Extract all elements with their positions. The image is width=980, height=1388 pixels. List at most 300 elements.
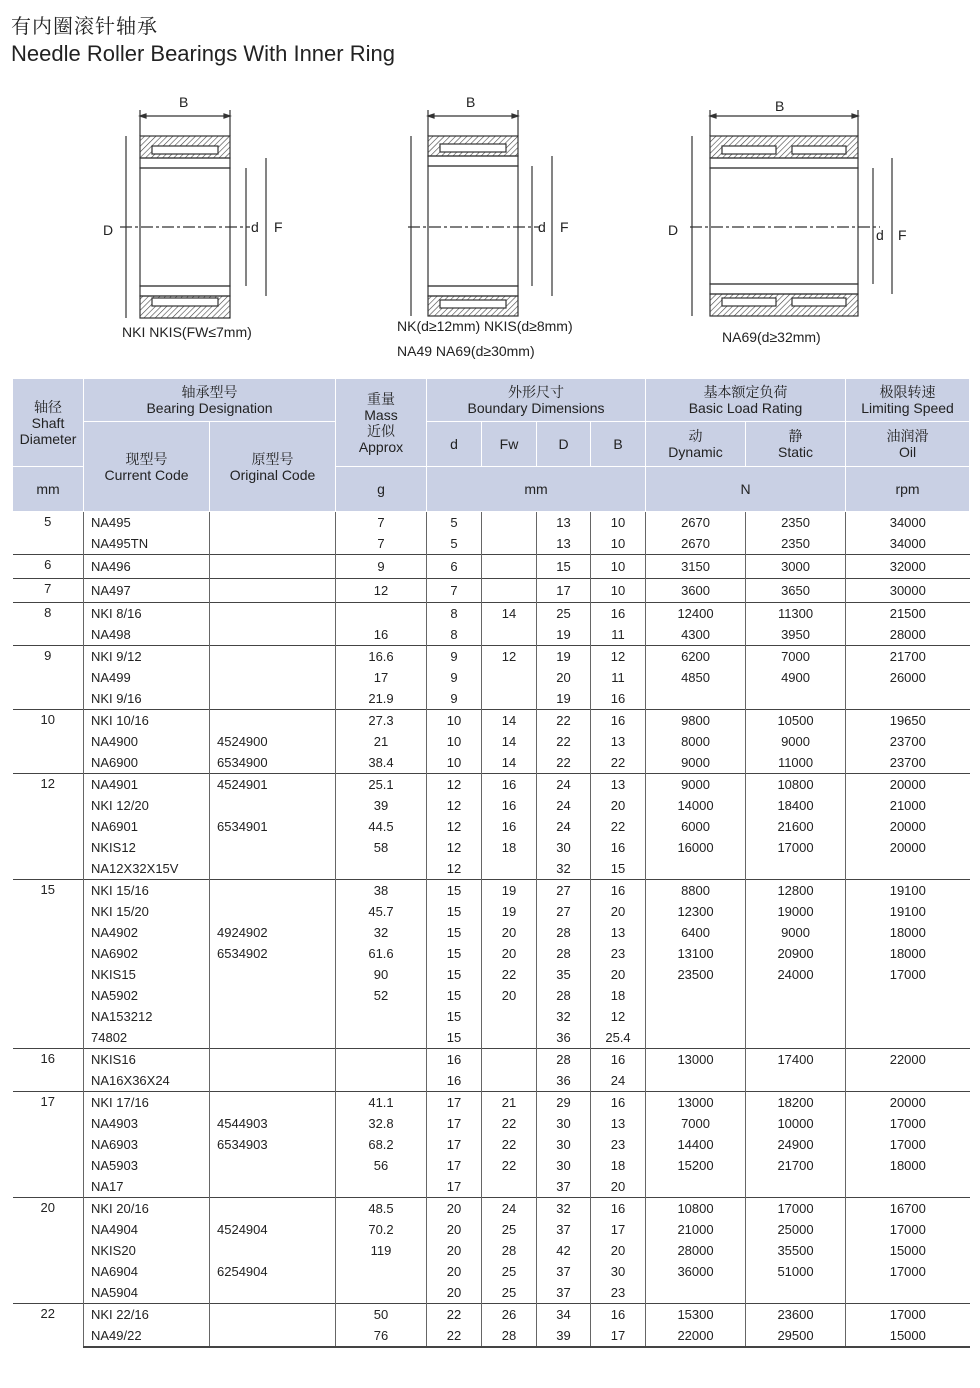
cell-b-width: 17 bbox=[591, 1325, 646, 1347]
cell-dynamic-load: 4300 bbox=[646, 624, 746, 646]
cell-current-code: NA6904 bbox=[84, 1261, 210, 1282]
cell-static-load: 18200 bbox=[746, 1092, 846, 1114]
header-original-cn: 原型号 bbox=[251, 450, 294, 467]
table-row bbox=[13, 1113, 970, 1134]
cell-d-inner: 10 bbox=[427, 752, 482, 774]
cell-d-outer: 32 bbox=[537, 858, 591, 880]
cell-dynamic-load: 12400 bbox=[646, 603, 746, 625]
cell-current-code: NKIS16 bbox=[84, 1049, 210, 1071]
diagram-caption-3: NA69(d≥32mm) bbox=[722, 329, 821, 345]
table-row bbox=[13, 901, 970, 922]
header-dynamic-cn: 动 bbox=[688, 428, 703, 444]
cell-fw: 16 bbox=[482, 795, 537, 816]
cell-original-code bbox=[210, 1176, 336, 1198]
cell-d-outer: 24 bbox=[537, 774, 591, 796]
table-row bbox=[13, 943, 970, 964]
cell-oil-speed: 23700 bbox=[889, 734, 926, 749]
cell-d-inner: 8 bbox=[427, 624, 482, 646]
cell-d-inner: 9 bbox=[427, 646, 482, 668]
cell-oil-speed: 17000 bbox=[889, 1264, 926, 1279]
cell-original-code bbox=[210, 667, 336, 688]
cell-original-code bbox=[210, 1027, 336, 1049]
dim-d-inner-label-3: d bbox=[876, 227, 884, 243]
cell-d-outer: 19 bbox=[537, 688, 591, 710]
cell-d-outer: 17 bbox=[537, 579, 591, 603]
cell-d-outer: 19 bbox=[537, 624, 591, 646]
cell-dynamic-load: 6000 bbox=[646, 816, 746, 837]
cell-fw: 16 bbox=[482, 774, 537, 796]
cell-mass: 68.2 bbox=[336, 1134, 427, 1155]
cell-b-width: 13 bbox=[591, 774, 646, 796]
header-speed bbox=[846, 379, 970, 422]
cell-d-inner: 7 bbox=[427, 579, 482, 603]
cell-b-width: 11 bbox=[591, 667, 646, 688]
cell-original-code bbox=[210, 1325, 336, 1347]
cell-oil-speed: 16700 bbox=[846, 1198, 970, 1220]
cell-dynamic-load: 13000 bbox=[646, 1092, 746, 1114]
cell-dynamic-load bbox=[646, 858, 746, 880]
cell-dynamic-load: 4850 bbox=[646, 667, 746, 688]
cell-static-load bbox=[746, 1282, 846, 1304]
cell-oil-speed bbox=[846, 1027, 970, 1049]
cell-d-outer: 13 bbox=[537, 533, 591, 555]
cell-d-outer: 24 bbox=[537, 795, 591, 816]
cell-static-load: 10800 bbox=[746, 774, 846, 796]
cell-shaft-diameter: 10 bbox=[13, 710, 84, 774]
table-row bbox=[13, 1006, 970, 1027]
cell-mass bbox=[336, 1282, 427, 1304]
cell-shaft-diameter: 22 bbox=[13, 1304, 84, 1348]
cell-fw: 25 bbox=[482, 1261, 537, 1282]
cell-d-inner: 17 bbox=[427, 1176, 482, 1198]
cell-mass: 7 bbox=[336, 512, 427, 534]
cell-mass: 25.1 bbox=[336, 774, 427, 796]
cell-mass: 48.5 bbox=[336, 1198, 427, 1220]
cell-b-width: 20 bbox=[591, 964, 646, 985]
cell-static-load: 29500 bbox=[746, 1325, 846, 1347]
table-row bbox=[13, 1198, 970, 1220]
table-row bbox=[13, 688, 970, 710]
cell-b-width: 16 bbox=[591, 1304, 646, 1326]
cell-dynamic-load: 14400 bbox=[646, 1134, 746, 1155]
cell-d-outer: 36 bbox=[537, 1027, 591, 1049]
cell-b-width: 25.4 bbox=[591, 1027, 646, 1049]
cell-static-load: 7000 bbox=[746, 646, 846, 668]
table-header bbox=[13, 379, 970, 512]
cell-mass bbox=[336, 1070, 427, 1092]
cell-original-code: 6254904 bbox=[210, 1261, 336, 1282]
cell-original-code: 4544903 bbox=[210, 1113, 336, 1134]
cell-d-inner: 12 bbox=[427, 816, 482, 837]
cell-current-code: NA5902 bbox=[84, 985, 210, 1006]
cell-current-code: NA495TN bbox=[84, 533, 210, 555]
cell-static-load: 3650 bbox=[746, 579, 846, 603]
cell-oil-speed: 15000 bbox=[846, 1325, 970, 1347]
cell-fw: 24 bbox=[482, 1198, 537, 1220]
cell-b-width: 13 bbox=[591, 922, 646, 943]
table-row bbox=[13, 1092, 970, 1114]
cell-mass bbox=[336, 858, 427, 880]
cell-current-code: NKI 10/16 bbox=[84, 710, 210, 732]
header-static bbox=[746, 422, 846, 467]
cell-fw bbox=[482, 579, 537, 603]
header-shaft-en1: Shaft bbox=[31, 414, 65, 431]
header-current-en: Current Code bbox=[104, 466, 189, 483]
cell-original-code: 4924902 bbox=[210, 922, 336, 943]
cell-original-code bbox=[210, 624, 336, 646]
cell-fw bbox=[482, 555, 537, 579]
cell-current-code: NA6902 bbox=[84, 943, 210, 964]
cell-shaft-diameter: 6 bbox=[13, 555, 84, 579]
cell-fw: 14 bbox=[482, 603, 537, 625]
cell-oil-speed bbox=[846, 1176, 970, 1198]
cell-dynamic-load bbox=[646, 1282, 746, 1304]
cell-d-outer: 27 bbox=[537, 901, 591, 922]
cell-mass: 38 bbox=[336, 880, 427, 902]
cell-fw: 14 bbox=[482, 710, 537, 732]
cell-mass: 70.2 bbox=[336, 1219, 427, 1240]
diagram-2 bbox=[408, 110, 552, 316]
cell-mass: 38.4 bbox=[336, 752, 427, 774]
table-row bbox=[13, 1070, 970, 1092]
cell-dynamic-load: 8000 bbox=[646, 731, 746, 752]
cell-b-width: 16 bbox=[591, 1049, 646, 1071]
cell-b-width: 16 bbox=[591, 688, 646, 710]
cell-d-inner: 15 bbox=[427, 964, 482, 985]
cell-current-code: NKI 8/16 bbox=[84, 603, 210, 625]
cell-current-code: NKI 9/12 bbox=[84, 646, 210, 668]
cell-d-outer: 22 bbox=[537, 752, 591, 774]
cell-mass: 56 bbox=[336, 1155, 427, 1176]
cell-shaft-diameter: 5 bbox=[13, 512, 84, 555]
cell-current-code: NKI 15/16 bbox=[84, 880, 210, 902]
cell-d-outer: 37 bbox=[537, 1261, 591, 1282]
cell-oil-speed: 28000 bbox=[889, 627, 926, 642]
cell-original-code bbox=[210, 795, 336, 816]
cell-static-load: 2350 bbox=[746, 533, 846, 555]
cell-dynamic-load: 2670 bbox=[646, 512, 746, 534]
cell-static-load: 17400 bbox=[746, 1049, 846, 1071]
header-d-inner: d bbox=[427, 422, 482, 467]
header-designation-en: Bearing Designation bbox=[146, 400, 273, 416]
cell-oil-speed: 17000 bbox=[889, 1222, 926, 1237]
cell-dynamic-load: 15300 bbox=[646, 1304, 746, 1326]
cell-d-outer: 37 bbox=[537, 1176, 591, 1198]
cell-dynamic-load: 13000 bbox=[646, 1049, 746, 1071]
cell-fw: 22 bbox=[482, 1155, 537, 1176]
cell-current-code: NA17 bbox=[84, 1176, 210, 1198]
cell-static-load: 11300 bbox=[746, 603, 846, 625]
dim-b-label-1: B bbox=[179, 94, 189, 110]
cell-dynamic-load bbox=[646, 1027, 746, 1049]
cell-current-code: NA4901 bbox=[84, 774, 210, 796]
cell-d-inner: 10 bbox=[427, 710, 482, 732]
table-row bbox=[13, 1176, 970, 1198]
cell-d-outer: 42 bbox=[537, 1240, 591, 1261]
cell-d-inner: 15 bbox=[427, 901, 482, 922]
unit-speed: rpm bbox=[846, 467, 970, 512]
cell-d-inner: 12 bbox=[427, 858, 482, 880]
cell-dynamic-load bbox=[646, 985, 746, 1006]
cell-mass: 21 bbox=[336, 731, 427, 752]
cell-current-code: NA496 bbox=[84, 555, 210, 579]
cell-b-width: 22 bbox=[591, 816, 646, 837]
cell-mass: 16 bbox=[336, 624, 427, 646]
cell-dynamic-load bbox=[646, 1070, 746, 1092]
dim-b-label-3: B bbox=[775, 98, 785, 114]
cell-dynamic-load: 16000 bbox=[646, 837, 746, 858]
cell-d-outer: 30 bbox=[537, 837, 591, 858]
cell-dynamic-load: 14000 bbox=[646, 795, 746, 816]
cell-oil-speed: 19100 bbox=[889, 904, 926, 919]
cell-d-inner: 20 bbox=[427, 1282, 482, 1304]
table-row bbox=[13, 837, 970, 858]
cell-current-code: NKIS15 bbox=[84, 964, 210, 985]
cell-original-code bbox=[210, 555, 336, 579]
cell-d-inner: 16 bbox=[427, 1070, 482, 1092]
cell-mass bbox=[336, 1027, 427, 1049]
cell-mass: 27.3 bbox=[336, 710, 427, 732]
cell-oil-speed bbox=[846, 858, 970, 880]
header-speed-cn: 极限转速 bbox=[879, 384, 936, 400]
cell-b-width: 16 bbox=[591, 880, 646, 902]
cell-original-code: 4524904 bbox=[210, 1219, 336, 1240]
cell-oil-speed: 32000 bbox=[846, 555, 970, 579]
cell-b-width: 16 bbox=[591, 710, 646, 732]
header-static-en: Static bbox=[778, 444, 814, 460]
cell-original-code bbox=[210, 1240, 336, 1261]
cell-static-load: 35500 bbox=[746, 1240, 846, 1261]
cell-shaft-diameter: 20 bbox=[13, 1198, 84, 1304]
cell-static-load bbox=[746, 688, 846, 710]
cell-mass: 39 bbox=[336, 795, 427, 816]
cell-original-code bbox=[210, 1092, 336, 1114]
cell-original-code: 6534900 bbox=[210, 752, 336, 774]
cell-fw bbox=[482, 858, 537, 880]
cell-static-load: 4900 bbox=[746, 667, 846, 688]
cell-static-load: 2350 bbox=[746, 512, 846, 534]
cell-b-width: 16 bbox=[591, 603, 646, 625]
cell-static-load: 23600 bbox=[746, 1304, 846, 1326]
header-boundary-en: Boundary Dimensions bbox=[467, 400, 605, 416]
cell-fw bbox=[482, 512, 537, 534]
cell-d-outer: 32 bbox=[537, 1006, 591, 1027]
cell-dynamic-load: 36000 bbox=[646, 1261, 746, 1282]
table-row bbox=[13, 858, 970, 880]
header-b-width: B bbox=[591, 422, 646, 467]
table-row bbox=[13, 964, 970, 985]
cell-fw: 21 bbox=[482, 1092, 537, 1114]
cell-d-inner: 8 bbox=[427, 603, 482, 625]
table-row bbox=[13, 1155, 970, 1176]
header-fw: Fw bbox=[482, 422, 537, 467]
cell-dynamic-load bbox=[646, 688, 746, 710]
cell-mass: 50 bbox=[336, 1304, 427, 1326]
cell-mass bbox=[336, 1006, 427, 1027]
cell-oil-speed bbox=[846, 688, 970, 710]
cell-oil-speed: 17000 bbox=[889, 1137, 926, 1152]
cell-original-code bbox=[210, 1049, 336, 1071]
table-row bbox=[13, 555, 970, 579]
table-row bbox=[13, 1049, 970, 1071]
cell-b-width: 16 bbox=[591, 1092, 646, 1114]
cell-fw: 22 bbox=[482, 1113, 537, 1134]
cell-original-code bbox=[210, 688, 336, 710]
cell-mass: 7 bbox=[336, 533, 427, 555]
cell-dynamic-load: 8800 bbox=[646, 880, 746, 902]
cell-d-outer: 22 bbox=[537, 731, 591, 752]
cell-b-width: 10 bbox=[591, 533, 646, 555]
cell-b-width: 23 bbox=[591, 943, 646, 964]
cell-b-width: 11 bbox=[591, 624, 646, 646]
dim-d-inner-label-2: d bbox=[538, 219, 546, 235]
header-load bbox=[646, 379, 846, 422]
cell-current-code: NA5903 bbox=[84, 1155, 210, 1176]
table-row bbox=[13, 1240, 970, 1261]
header-boundary bbox=[427, 379, 646, 422]
cell-current-code: NA5904 bbox=[84, 1282, 210, 1304]
cell-current-code: NKIS20 bbox=[84, 1240, 210, 1261]
cell-d-outer: 37 bbox=[537, 1219, 591, 1240]
cell-current-code: NA16X36X24 bbox=[84, 1070, 210, 1092]
diagram-caption-2a: NK(d≥12mm) NKIS(d≥8mm) bbox=[397, 318, 573, 334]
header-mass-en: Mass bbox=[364, 406, 398, 423]
cell-fw: 18 bbox=[482, 837, 537, 858]
cell-d-inner: 15 bbox=[427, 943, 482, 964]
table-row bbox=[13, 795, 970, 816]
cell-b-width: 18 bbox=[591, 1155, 646, 1176]
cell-fw: 14 bbox=[482, 731, 537, 752]
cell-mass: 58 bbox=[336, 837, 427, 858]
cell-mass: 12 bbox=[336, 579, 427, 603]
cell-d-outer: 39 bbox=[537, 1325, 591, 1347]
table-row bbox=[13, 880, 970, 902]
cell-static-load: 10000 bbox=[746, 1113, 846, 1134]
cell-current-code: NA495 bbox=[84, 512, 210, 534]
cell-static-load: 12800 bbox=[746, 880, 846, 902]
cell-d-outer: 22 bbox=[537, 710, 591, 732]
cell-dynamic-load: 22000 bbox=[646, 1325, 746, 1347]
cell-current-code: NA4903 bbox=[84, 1113, 210, 1134]
cell-b-width: 10 bbox=[591, 512, 646, 534]
cell-b-width: 10 bbox=[591, 555, 646, 579]
table-row bbox=[13, 922, 970, 943]
cell-dynamic-load: 23500 bbox=[646, 964, 746, 985]
cell-d-outer: 27 bbox=[537, 880, 591, 902]
cell-mass: 52 bbox=[336, 985, 427, 1006]
cell-d-outer: 28 bbox=[537, 922, 591, 943]
header-original-code bbox=[210, 422, 336, 512]
cell-mass bbox=[336, 1176, 427, 1198]
cell-fw: 19 bbox=[482, 901, 537, 922]
cell-original-code: 6534901 bbox=[210, 816, 336, 837]
cell-fw bbox=[482, 1176, 537, 1198]
table-row bbox=[13, 1304, 970, 1326]
cell-current-code: NA6900 bbox=[84, 752, 210, 774]
cell-d-outer: 32 bbox=[537, 1198, 591, 1220]
header-current-code bbox=[84, 422, 210, 512]
header-oil bbox=[846, 422, 970, 467]
cell-fw: 28 bbox=[482, 1240, 537, 1261]
table-row bbox=[13, 710, 970, 732]
cell-d-outer: 30 bbox=[537, 1155, 591, 1176]
cell-original-code bbox=[210, 837, 336, 858]
cell-static-load bbox=[746, 1070, 846, 1092]
cell-b-width: 12 bbox=[591, 1006, 646, 1027]
cell-b-width: 20 bbox=[591, 901, 646, 922]
cell-original-code: 6534903 bbox=[210, 1134, 336, 1155]
cell-fw: 20 bbox=[482, 922, 537, 943]
cell-static-load: 20900 bbox=[746, 943, 846, 964]
cell-dynamic-load: 15200 bbox=[646, 1155, 746, 1176]
cell-fw bbox=[482, 533, 537, 555]
cell-d-inner: 12 bbox=[427, 774, 482, 796]
cell-d-inner: 10 bbox=[427, 731, 482, 752]
cell-mass bbox=[336, 1261, 427, 1282]
dim-f-label-1: F bbox=[274, 219, 283, 235]
cell-d-outer: 19 bbox=[537, 646, 591, 668]
table-row bbox=[13, 1261, 970, 1282]
cell-current-code: NA499 bbox=[84, 667, 210, 688]
page-title-en: Needle Roller Bearings With Inner Ring bbox=[11, 41, 395, 66]
cell-mass: 44.5 bbox=[336, 816, 427, 837]
cell-original-code bbox=[210, 858, 336, 880]
cell-b-width: 20 bbox=[591, 795, 646, 816]
cell-b-width: 24 bbox=[591, 1070, 646, 1092]
cell-oil-speed: 26000 bbox=[889, 670, 926, 685]
cell-oil-speed: 22000 bbox=[846, 1049, 970, 1071]
table-body bbox=[13, 512, 970, 1348]
cell-d-outer: 15 bbox=[537, 555, 591, 579]
cell-oil-speed: 20000 bbox=[846, 1092, 970, 1114]
header-shaft-en2: Diameter bbox=[19, 430, 77, 447]
cell-shaft-diameter: 16 bbox=[13, 1049, 84, 1092]
header-speed-en: Limiting Speed bbox=[861, 400, 954, 416]
cell-oil-speed: 20000 bbox=[846, 774, 970, 796]
cell-oil-speed: 23700 bbox=[889, 755, 926, 770]
cell-dynamic-load: 9800 bbox=[646, 710, 746, 732]
cell-b-width: 16 bbox=[591, 837, 646, 858]
table-row bbox=[13, 603, 970, 625]
cell-shaft-diameter: 9 bbox=[13, 646, 84, 710]
cell-d-inner: 22 bbox=[427, 1304, 482, 1326]
cell-original-code bbox=[210, 579, 336, 603]
cell-current-code: NKI 17/16 bbox=[84, 1092, 210, 1114]
cell-static-load: 10500 bbox=[746, 710, 846, 732]
cell-mass: 61.6 bbox=[336, 943, 427, 964]
header-mass-cn: 重量 bbox=[367, 390, 395, 407]
page-title-cn: 有内圈滚针轴承 bbox=[11, 14, 158, 38]
cell-current-code: NA498 bbox=[84, 624, 210, 646]
cell-original-code bbox=[210, 603, 336, 625]
cell-dynamic-load: 13100 bbox=[646, 943, 746, 964]
cell-b-width: 30 bbox=[591, 1261, 646, 1282]
cell-oil-speed: 20000 bbox=[889, 840, 926, 855]
cell-current-code: NA12X32X15V bbox=[84, 858, 210, 880]
unit-mass: g bbox=[336, 467, 427, 512]
cell-b-width: 12 bbox=[591, 646, 646, 668]
header-oil-en: Oil bbox=[898, 444, 917, 460]
cell-mass: 32 bbox=[336, 922, 427, 943]
cell-fw bbox=[482, 688, 537, 710]
cell-fw: 22 bbox=[482, 964, 537, 985]
cell-current-code: NA4902 bbox=[84, 922, 210, 943]
cell-dynamic-load: 2670 bbox=[646, 533, 746, 555]
cell-mass bbox=[336, 1049, 427, 1071]
table-row bbox=[13, 1282, 970, 1304]
cell-original-code bbox=[210, 901, 336, 922]
cell-current-code: NA4900 bbox=[84, 731, 210, 752]
